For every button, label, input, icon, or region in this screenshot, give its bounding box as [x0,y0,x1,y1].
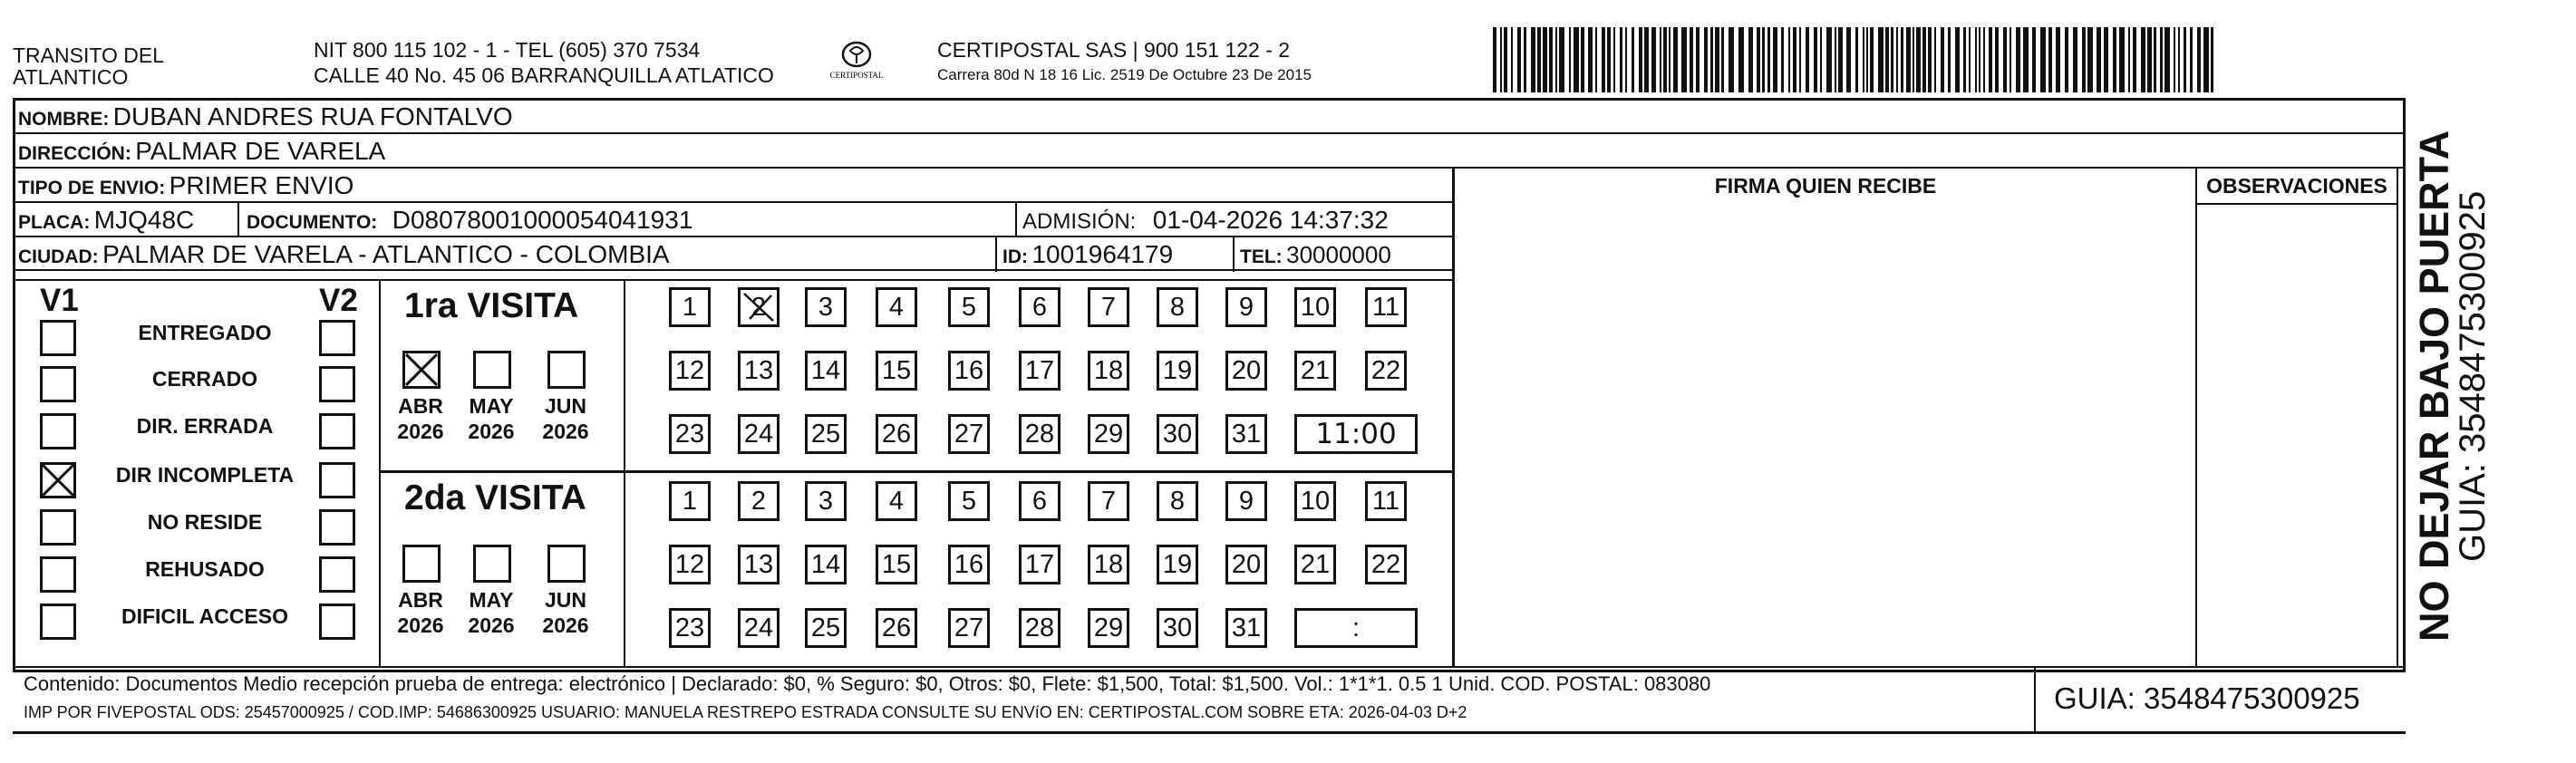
direccion-label: DIRECCIÓN: [18,143,131,164]
visit2-day-box[interactable]: 25 [805,608,847,648]
barcode [1491,27,2225,92]
tipo-envio-row [18,170,353,206]
visit1-day-box[interactable]: 26 [876,414,917,454]
admision-label: ADMISIÓN: [1022,209,1137,234]
visit2-month-year: 2026 [397,613,444,637]
visit1-month-checkbox[interactable] [473,351,511,389]
visit2-day-box[interactable]: 17 [1019,545,1060,584]
imp-line: IMP POR FIVEPOSTAL ODS: 25457000925 / COD.IMP: 54686300925 USUARIO: MANUELA RESTREPO ESTRADA CONSULTE SU ENVíO EN: CERTIPOSTAL.COM SOBRE ETA: 2026-04-03 D+2 [24,703,1467,721]
v1-label: V1 [40,283,79,318]
direccion-row [18,136,385,171]
visit2-time-box[interactable]: : [1294,608,1418,648]
v1-checkbox[interactable] [40,366,76,402]
certipostal-logo [816,38,897,83]
visit1-day-box[interactable]: 10 [1294,287,1336,327]
visit2-day-box[interactable]: 15 [876,545,917,584]
side-guia: GUIA: 3548475300925 [2453,190,2493,562]
visit1-month-label: MAY [469,394,514,418]
v1-checkbox[interactable] [40,604,76,640]
status-label: CERRADO [151,367,258,391]
status-label: NO RESIDE [147,510,263,534]
visit1-day-box[interactable]: 21 [1294,351,1336,391]
tel-cell [1240,239,1391,275]
visit2-day-box[interactable]: 21 [1294,545,1336,584]
status-label: ENTREGADO [138,321,272,344]
v2-checkbox[interactable] [319,366,355,402]
status-label: DIR INCOMPLETA [115,463,295,487]
visit2-day-box[interactable]: 31 [1225,608,1267,648]
visit1-day-box[interactable]: 25 [805,414,847,454]
visit2-month-year: 2026 [468,613,515,637]
placa-label: PLACA: [18,212,91,233]
visit1-time-box[interactable]: 11:00 [1294,414,1418,454]
v1-checkbox[interactable] [40,462,76,498]
visit1-day-box[interactable]: 28 [1019,414,1060,454]
visit2-day-box[interactable]: 24 [738,608,780,648]
visit2-day-box[interactable]: 2 [738,481,780,521]
documento-cell [247,205,692,240]
ciudad-cell [18,239,670,275]
footer-guia: GUIA: 3548475300925 [2054,681,2360,715]
visit1-day-box[interactable]: 29 [1088,414,1129,454]
sender-address: CALLE 40 No. 45 06 BARRANQUILLA ATLATICO [314,63,774,87]
visit1-month-label: ABR [398,394,443,418]
visit2-day-box[interactable]: 29 [1088,608,1129,648]
v2-label: V2 [319,283,358,318]
visit2-day-box[interactable]: 16 [948,545,990,584]
visit2-day-box[interactable]: 7 [1088,481,1129,521]
visit2-month-checkbox[interactable] [402,545,441,583]
visit1-month-year: 2026 [397,420,444,443]
visit1-day-box[interactable]: 12 [669,351,711,391]
status-label: DIR. ERRADA [136,414,274,438]
nombre-row [18,101,513,137]
v1-checkbox[interactable] [40,413,76,449]
observaciones-header: OBSERVACIONES [2206,174,2387,198]
v2-checkbox[interactable] [319,604,355,640]
visit2-month-label: ABR [398,588,443,612]
visit2-month-checkbox[interactable] [473,545,511,583]
v1-checkbox[interactable] [40,556,76,593]
nit-line: NIT 800 115 102 - 1 - TEL (605) 370 7534 [314,38,701,62]
visit1-day-box[interactable]: 4 [876,287,917,327]
visit1-day-box[interactable]: 30 [1157,414,1198,454]
visit2-day-box[interactable]: 30 [1157,608,1198,648]
visit2-month-checkbox[interactable] [547,545,586,583]
visit1-day-box[interactable]: 27 [948,414,990,454]
visit1-day-box[interactable]: 6 [1019,287,1060,327]
visit1-day-box[interactable]: 2 [738,287,780,327]
visit2-day-box[interactable]: 9 [1225,481,1267,521]
id-cell [1002,239,1173,275]
visit2-day-box[interactable]: 1 [669,481,711,521]
visit2-day-box[interactable]: 19 [1157,545,1198,584]
visit1-day-box[interactable]: 20 [1225,351,1267,391]
visit2-day-box[interactable]: 11 [1365,481,1407,521]
admision-cell [1022,205,1389,240]
v2-checkbox[interactable] [319,320,355,356]
visit1-day-box[interactable]: 22 [1365,351,1407,391]
v2-checkbox[interactable] [319,462,355,498]
id-label: ID: [1002,246,1028,267]
firma-header: FIRMA QUIEN RECIBE [1714,174,1937,198]
company-line: CERTIPOSTAL SAS | 900 151 122 - 2 [937,38,1291,62]
documento-label: DOCUMENTO: [247,212,378,233]
visit1-day-box[interactable]: 14 [805,351,847,391]
visit1-day-box[interactable]: 17 [1019,351,1060,391]
sender-name-line2: ATLANTICO [13,65,129,89]
v1-checkbox[interactable] [40,320,76,356]
ciudad-value: PALMAR DE VARELA - ATLANTICO - COLOMBIA [102,240,670,268]
tipo-envio-value: PRIMER ENVIO [169,171,354,199]
visit2-day-box[interactable]: 26 [876,608,917,648]
id-value: 1001964179 [1031,240,1174,268]
placa-cell [18,205,194,240]
visit1-day-box[interactable]: 11 [1365,287,1407,327]
visit2-day-box[interactable]: 12 [669,545,711,584]
admision-value: 01-04-2026 14:37:32 [1152,206,1389,234]
no-dejar-warning: NO DEJAR BAJO PUERTA [2411,130,2457,642]
nombre-value: DUBAN ANDRES RUA FONTALVO [112,102,513,130]
tipo-envio-label: TIPO DE ENVIO: [18,178,166,198]
visit1-day-box[interactable]: 16 [948,351,990,391]
license-line: Carrera 80d N 18 16 Lic. 2519 De Octubre 23 De 2015 [937,66,1312,83]
tel-value: 30000000 [1286,241,1391,268]
placa-value: MJQ48C [93,206,195,234]
visit1-day-box[interactable]: 31 [1225,414,1267,454]
status-label: REHUSADO [145,557,265,581]
direccion-value: PALMAR DE VARELA [135,137,386,165]
visit2-day-box[interactable]: 18 [1088,545,1129,584]
visit2-day-box[interactable]: 6 [1019,481,1060,521]
visit2-month-year: 2026 [542,613,589,637]
ciudad-label: CIUDAD: [18,246,99,267]
visit1-day-box[interactable]: 15 [876,351,917,391]
sender-name-line1: TRANSITO DEL [13,43,164,67]
v2-checkbox[interactable] [319,509,355,546]
visit1-day-box[interactable]: 8 [1157,287,1198,327]
visit2-title: 2da VISITA [404,478,586,517]
visit2-month-label: MAY [469,588,514,612]
visit2-day-box[interactable]: 8 [1157,481,1198,521]
status-label: DIFICIL ACCESO [121,604,288,628]
visit1-day-box[interactable]: 18 [1088,351,1129,391]
visit1-month-label: JUN [544,394,586,418]
visit1-day-box[interactable]: 23 [669,414,711,454]
visit1-day-box[interactable]: 3 [805,287,847,327]
visit2-month-label: JUN [544,588,586,612]
visit1-day-box[interactable]: 24 [738,414,780,454]
visit2-day-box[interactable]: 13 [738,545,780,584]
contenido-line: Contenido: Documentos Medio recepción prueba de entrega: electrónico | Declarado: $0, % Seguro: $0, Otros: $0, Flete: $1,500, Total: $1,500. Vol.: 1*1*1. 0.5 1 Unid. COD. POSTAL: 083080 [24,672,1711,695]
visit1-day-box[interactable]: 9 [1225,287,1267,327]
day-check-mark-icon [741,290,777,324]
visit1-day-box[interactable]: 13 [738,351,780,391]
visit2-day-box[interactable]: 28 [1019,608,1060,648]
v2-checkbox[interactable] [319,556,355,593]
tel-label: TEL: [1240,246,1283,267]
visit1-month-checkbox[interactable] [402,351,441,389]
visit1-day-box[interactable]: 5 [948,287,990,327]
svg-text:CERTIPOSTAL: CERTIPOSTAL [829,71,884,80]
visit2-day-box[interactable]: 20 [1225,545,1267,584]
visit2-day-box[interactable]: 14 [805,545,847,584]
visit1-day-box[interactable]: 1 [669,287,711,327]
visit2-day-box[interactable]: 23 [669,608,711,648]
visit1-title: 1ra VISITA [404,286,579,325]
visit2-day-box[interactable]: 22 [1365,545,1407,584]
documento-value: D08078001000054041931 [392,206,693,234]
nombre-label: NOMBRE: [18,109,110,130]
visit2-day-box[interactable]: 4 [876,481,917,521]
visit1-day-box[interactable]: 7 [1088,287,1129,327]
visit1-month-year: 2026 [542,420,589,443]
visit2-day-box[interactable]: 27 [948,608,990,648]
v2-checkbox[interactable] [319,413,355,449]
visit2-day-box[interactable]: 5 [948,481,990,521]
visit2-day-box[interactable]: 10 [1294,481,1336,521]
visit1-month-year: 2026 [468,420,515,443]
v1-checkbox[interactable] [40,509,76,546]
visit1-day-box[interactable]: 19 [1157,351,1198,391]
visit1-month-checkbox[interactable] [547,351,586,389]
visit2-day-box[interactable]: 3 [805,481,847,521]
